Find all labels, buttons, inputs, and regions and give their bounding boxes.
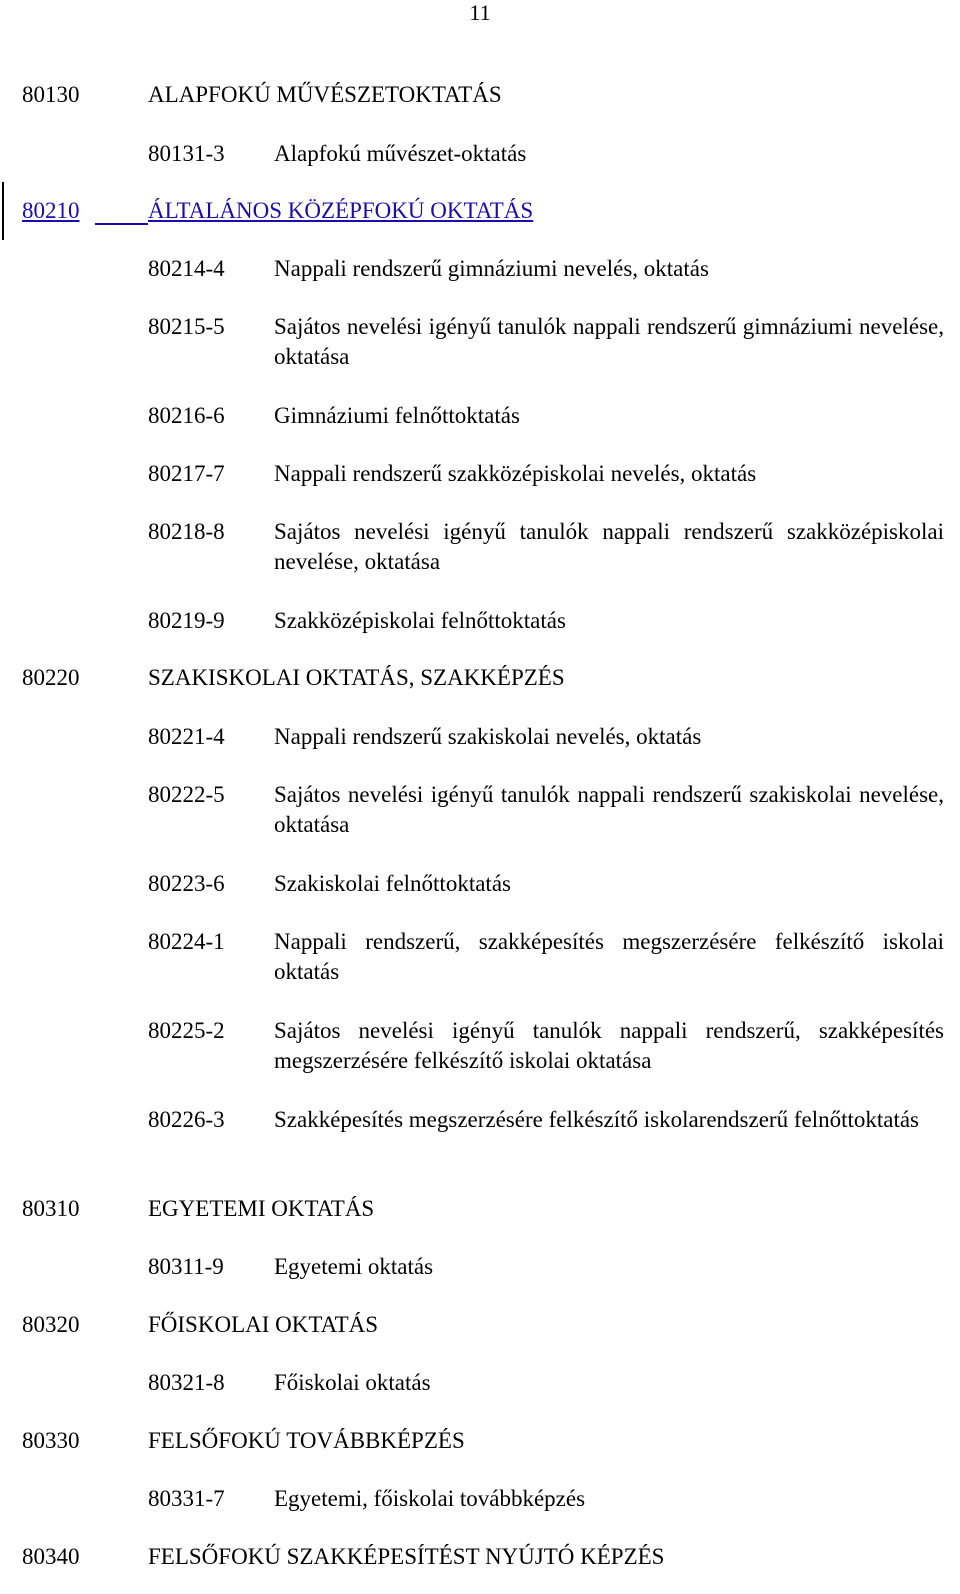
item-text: Nappali rendszerű szakközépiskolai nevelés, oktatás [274, 461, 757, 486]
item-code: 80221-4 [148, 724, 225, 749]
item-text: Főiskolai oktatás [274, 1370, 431, 1395]
item-code: 80226-3 [148, 1107, 225, 1132]
item-code: 80218-8 [148, 519, 225, 544]
section-title: ALAPFOKÚ MŰVÉSZETOKTATÁS [148, 82, 502, 107]
item-code: 80217-7 [148, 461, 225, 486]
section-code: 80330 [22, 1428, 80, 1453]
section-code-link[interactable]: 80210 [22, 198, 80, 223]
item-code: 80214-4 [148, 256, 225, 281]
section-title: FŐISKOLAI OKTATÁS [148, 1312, 379, 1337]
item-text: Egyetemi, főiskolai továbbképzés [274, 1486, 586, 1511]
item-code: 80223-6 [148, 871, 225, 896]
item-code: 80311-9 [148, 1254, 224, 1279]
revision-bar [2, 182, 4, 240]
section-code: 80320 [22, 1312, 80, 1337]
section-title: SZAKISKOLAI OKTATÁS, SZAKKÉPZÉS [148, 665, 565, 690]
item-text: Sajátos nevelési igényű tanulók nappali rendszerű szakközépiskolai nevelése, oktatása [274, 519, 944, 574]
section-title: EGYETEMI OKTATÁS [148, 1196, 375, 1221]
item-text: Szakközépiskolai felnőttoktatás [274, 608, 566, 633]
item-text: Sajátos nevelési igényű tanulók nappali rendszerű, szakképesítés megszerzésére felkészítő iskolai oktatása [274, 1018, 944, 1073]
item-text: Sajátos nevelési igényű tanulók nappali rendszerű szakiskolai nevelése, oktatása [274, 782, 944, 837]
section-code: 80130 [22, 82, 80, 107]
item-text: Nappali rendszerű gimnáziumi nevelés, oktatás [274, 256, 709, 281]
item-code: 80222-5 [148, 782, 225, 807]
section-code: 80340 [22, 1544, 80, 1569]
item-code: 80215-5 [148, 314, 225, 339]
section-code: 80220 [22, 665, 80, 690]
item-text: Gimnáziumi felnőttoktatás [274, 403, 520, 428]
section-title-link[interactable]: ÁLTALÁNOS KÖZÉPFOKÚ OKTATÁS [148, 198, 534, 223]
section-title: FELSŐFOKÚ TOVÁBBKÉPZÉS [148, 1428, 465, 1453]
item-text: Alapfokú művészet-oktatás [274, 141, 527, 166]
link-underline [95, 223, 148, 225]
item-code: 80216-6 [148, 403, 225, 428]
item-text: Sajátos nevelési igényű tanulók nappali rendszerű gimnáziumi nevelése, oktatása [274, 314, 944, 369]
item-code: 80331-7 [148, 1486, 225, 1511]
page-number: 11 [469, 0, 491, 25]
item-code: 80219-9 [148, 608, 225, 633]
item-code: 80321-8 [148, 1370, 225, 1395]
item-code: 80224-1 [148, 929, 225, 954]
item-text: Nappali rendszerű, szakképesítés megszerzésére felkészítő iskolai oktatás [274, 929, 944, 984]
section-code: 80310 [22, 1196, 80, 1221]
section-title: FELSŐFOKÚ SZAKKÉPESÍTÉST NYÚJTÓ KÉPZÉS [148, 1544, 665, 1569]
item-text: Egyetemi oktatás [274, 1254, 434, 1279]
item-code: 80225-2 [148, 1018, 225, 1043]
item-text: Nappali rendszerű szakiskolai nevelés, oktatás [274, 724, 702, 749]
item-text: Szakiskolai felnőttoktatás [274, 871, 511, 896]
item-text: Szakképesítés megszerzésére felkészítő iskolarendszerű felnőttoktatás [274, 1107, 920, 1132]
item-code: 80131-3 [148, 141, 225, 166]
